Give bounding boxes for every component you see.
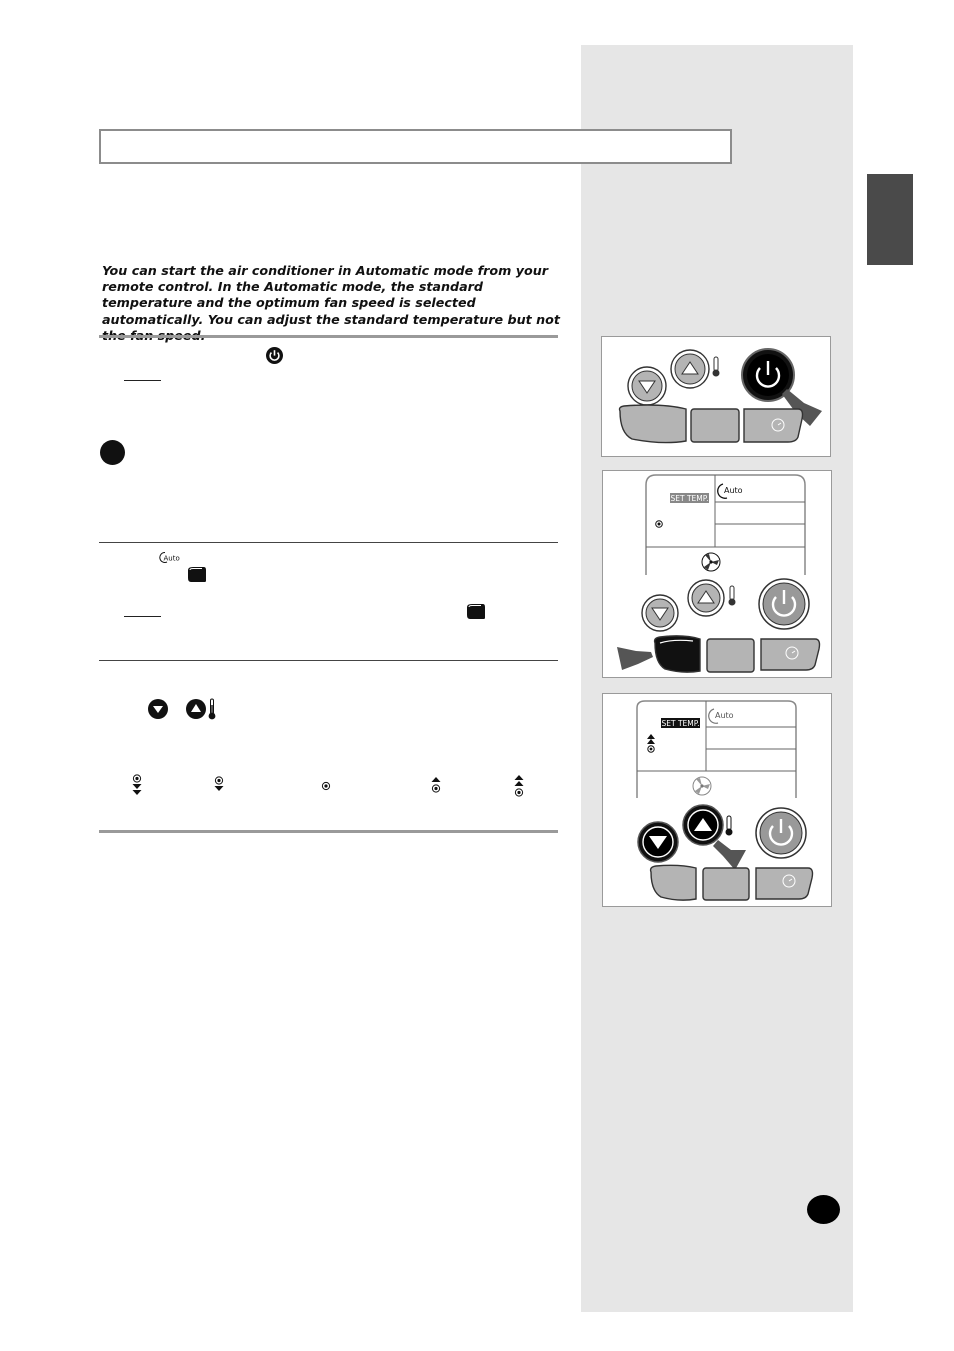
lcd-display [637, 701, 796, 798]
intro-paragraph: You can start the air conditioner in Automatic mode from your remote control. In the Automatic mode, the standard temperature and the optimum fan speed is selected automatically. You can adjust the standard temperature but not [102, 263, 560, 327]
remote-panel-temp [602, 693, 832, 907]
temp-level-icon [658, 523, 661, 526]
sidebar-column [581, 45, 853, 1312]
auto-label: Auto [724, 486, 743, 495]
auto-label: Auto [163, 554, 180, 563]
temp-down-button-pressed [638, 822, 678, 862]
pointer-arrow-icon [617, 647, 653, 670]
temp-up-button [671, 350, 709, 388]
step-divider-bottom [99, 830, 558, 833]
temp-level-icon [319, 779, 333, 793]
section-tab [867, 174, 913, 265]
step-divider-2 [99, 542, 558, 543]
power-icon [265, 346, 284, 365]
mode-button-pressed [655, 636, 700, 672]
lcd-display [646, 475, 805, 575]
auto-label: Auto [715, 711, 734, 720]
temp-down-icon [147, 698, 169, 720]
temp-level-icon [512, 774, 526, 798]
fan-button [703, 868, 749, 900]
power-button [756, 808, 806, 858]
page-title [99, 129, 732, 164]
temp-level-icon [130, 774, 144, 798]
temp-up-icon [185, 697, 221, 721]
mode-button-icon [186, 566, 207, 583]
pointer-arrow-icon [713, 840, 746, 870]
result-underline [124, 380, 161, 381]
page-number-badge [807, 1195, 840, 1224]
remote-panel-mode [602, 470, 832, 678]
thermometer-icon [729, 586, 736, 606]
temp-down-button [628, 367, 666, 405]
remote-panel-power [601, 336, 831, 457]
fan-button [691, 409, 739, 442]
fan-icon [693, 777, 711, 795]
timer-button [761, 639, 820, 670]
temp-up-button-pressed [683, 805, 723, 845]
result-underline-2 [124, 616, 161, 617]
thermometer-icon [713, 357, 720, 377]
timer-button [756, 868, 813, 899]
thermometer-icon [726, 816, 733, 836]
timer-button [744, 409, 803, 442]
power-button [759, 579, 809, 629]
fan-button [707, 639, 754, 672]
temp-up-button [688, 580, 724, 616]
temp-down-button [642, 595, 678, 631]
temp-level-icon [429, 776, 443, 794]
mode-button-icon-2 [465, 603, 486, 620]
step-divider-3 [99, 660, 558, 661]
set-temp-label: SET TEMP. [670, 494, 709, 503]
temp-level-icon [212, 776, 226, 794]
step-divider-top [99, 335, 558, 338]
mode-button [620, 405, 687, 443]
set-temp-label: SET TEMP. [661, 719, 700, 728]
mode-button [651, 865, 696, 900]
note-bullet [100, 440, 125, 465]
fan-icon [702, 553, 720, 571]
auto-mode-icon [159, 550, 181, 564]
